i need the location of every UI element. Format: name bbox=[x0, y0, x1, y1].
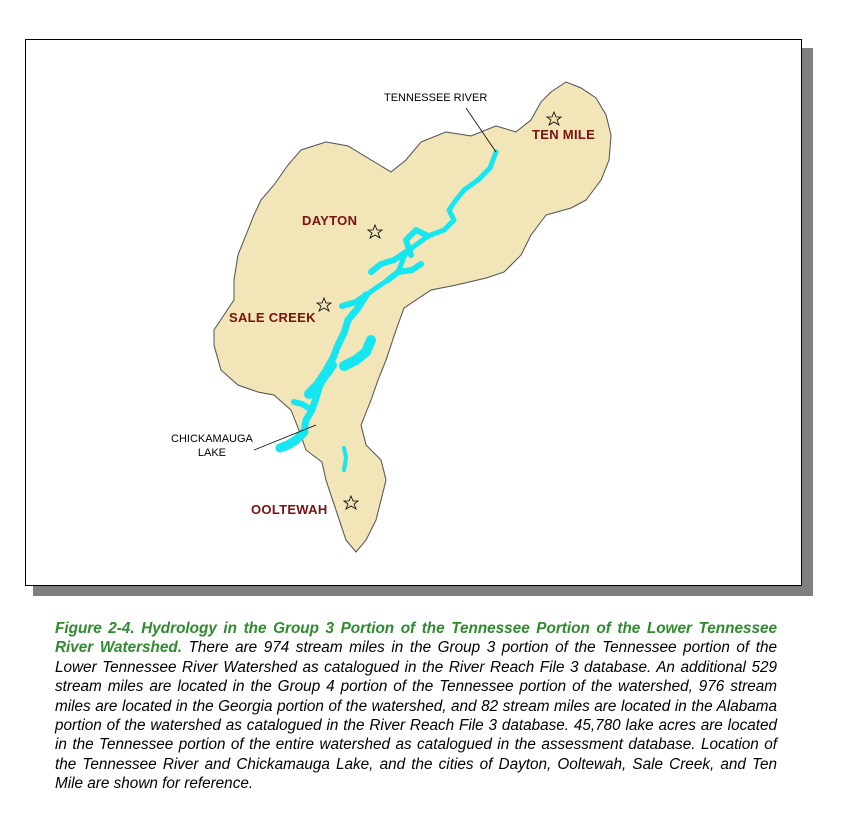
label-dayton: DAYTON bbox=[302, 213, 358, 228]
figure-caption-body: There are 974 stream miles in the Group 3 portion of the Tennessee portion of the Lower Tennessee River Watershed as catalogued in the River Reach File 3 database. An additional 529 stream miles are located in the Group 4 portion of the Tennessee portion of the watershed, 976 stream miles are located in the Georgia portion of the watershed, and 82 stream miles are located in the Alabama portion of the watershed as catalogued in the River Reach File 3 database. 45,780 lake acres are located in the Tennessee portion of the entire watershed as catalogued in the assessment database. Location of the Tennessee River and Chickamauga Lake, and the cities of Dayton, Ooltewah, Sale Creek, and Ten Mile are shown for reference. bbox=[55, 639, 777, 793]
label-ooltewah: OOLTEWAH bbox=[251, 502, 328, 517]
label-chickamauga-lake: CHICKAMAUGA LAKE bbox=[171, 433, 253, 459]
figure-caption-title: Figure 2-4. Hydrology in the Group 3 Portion of the Tennessee Portion of the Lower Tennessee River Watershed. bbox=[55, 620, 777, 657]
watershed-map bbox=[26, 40, 803, 587]
map-frame bbox=[25, 39, 802, 586]
figure-caption bbox=[55, 619, 777, 794]
label-ten-mile: TEN MILE bbox=[532, 127, 596, 142]
label-tennessee-river: TENNESSEE RIVER bbox=[384, 92, 488, 104]
label-sale-creek: SALE CREEK bbox=[229, 310, 316, 325]
